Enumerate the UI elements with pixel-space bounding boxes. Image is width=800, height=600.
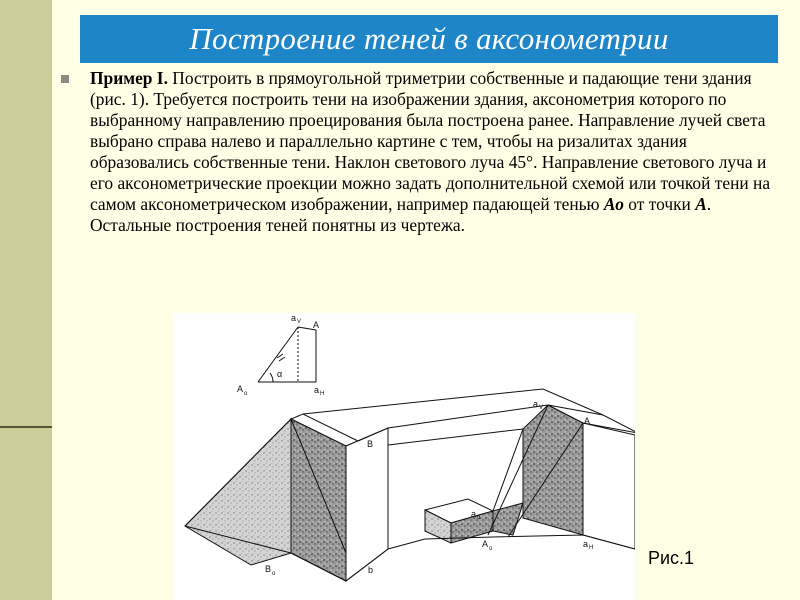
right-block-face-shaded — [523, 405, 583, 535]
label-av-right-sub: V — [539, 405, 544, 411]
label-a-right: A — [584, 416, 591, 426]
ao-label: Ао — [603, 194, 624, 214]
left-decor-band — [0, 0, 52, 600]
cast-shadow-left — [185, 419, 291, 565]
label-bo: B — [265, 564, 272, 574]
label-ah-top: a — [314, 385, 320, 395]
label-av-right: a — [533, 399, 539, 409]
label-ao-top-sub: o — [244, 391, 248, 397]
slide-title: Построение теней в аксонометрии — [189, 21, 669, 56]
building-drawing — [185, 389, 635, 581]
porch-shadow — [493, 503, 523, 535]
label-ao-small: a — [471, 509, 477, 519]
left-decor-rule — [0, 426, 52, 428]
title-bar — [80, 15, 778, 63]
left-block-face-lit — [346, 428, 388, 581]
label-ao-bottom-sub: o — [489, 546, 493, 552]
figure-caption: Рис.1 — [648, 548, 695, 568]
label-bo-sub: o — [272, 571, 276, 577]
shadow-drawing-figure — [173, 313, 635, 600]
body-text-part-3: . Остальные построения теней понятны из чертежа. — [90, 194, 712, 235]
axonometry-drawing — [173, 313, 635, 600]
a-label: А — [695, 194, 707, 214]
label-alpha: α — [277, 369, 283, 379]
label-ao-bottom: A — [482, 539, 489, 549]
light-ray-scheme — [258, 327, 316, 382]
example-label: Пример I. — [90, 68, 168, 88]
right-block-face-lit — [583, 423, 635, 549]
label-ao-top: A — [237, 384, 244, 394]
label-a-top: A — [313, 320, 320, 330]
body-text-part-1: Построить в прямоугольной триметрии собственные и падающие тени здания (рис. 1). Требуется построить тени на изображении здания, аксонометрия которого по выбранному направлению проецирования была построена ранее. Направление лучей света выбрано справа налево и параллельно картине с тем, чтобы на ризалитах здания образовались собственные тени. Наклон светового луча 45°. Направление светового луча и его аксонометрические проекции можно задать дополнительной схемой или точкой тени на самом аксонометрическом изображении, например падающей тенью — [90, 68, 771, 214]
body-text-part-2: от точки — [623, 194, 696, 214]
label-ao-small-sub: o — [477, 515, 481, 521]
label-ah-top-sub: H — [320, 391, 325, 397]
label-ah-bottom-sub: H — [589, 545, 594, 551]
label-b-small: b — [368, 565, 374, 575]
label-av-top: a — [291, 313, 297, 323]
body-paragraph — [90, 68, 782, 236]
label-av-top-sub: V — [297, 319, 302, 325]
bullet-marker — [61, 75, 69, 83]
label-b-upper: B — [367, 439, 374, 449]
label-ah-bottom: a — [583, 539, 589, 549]
